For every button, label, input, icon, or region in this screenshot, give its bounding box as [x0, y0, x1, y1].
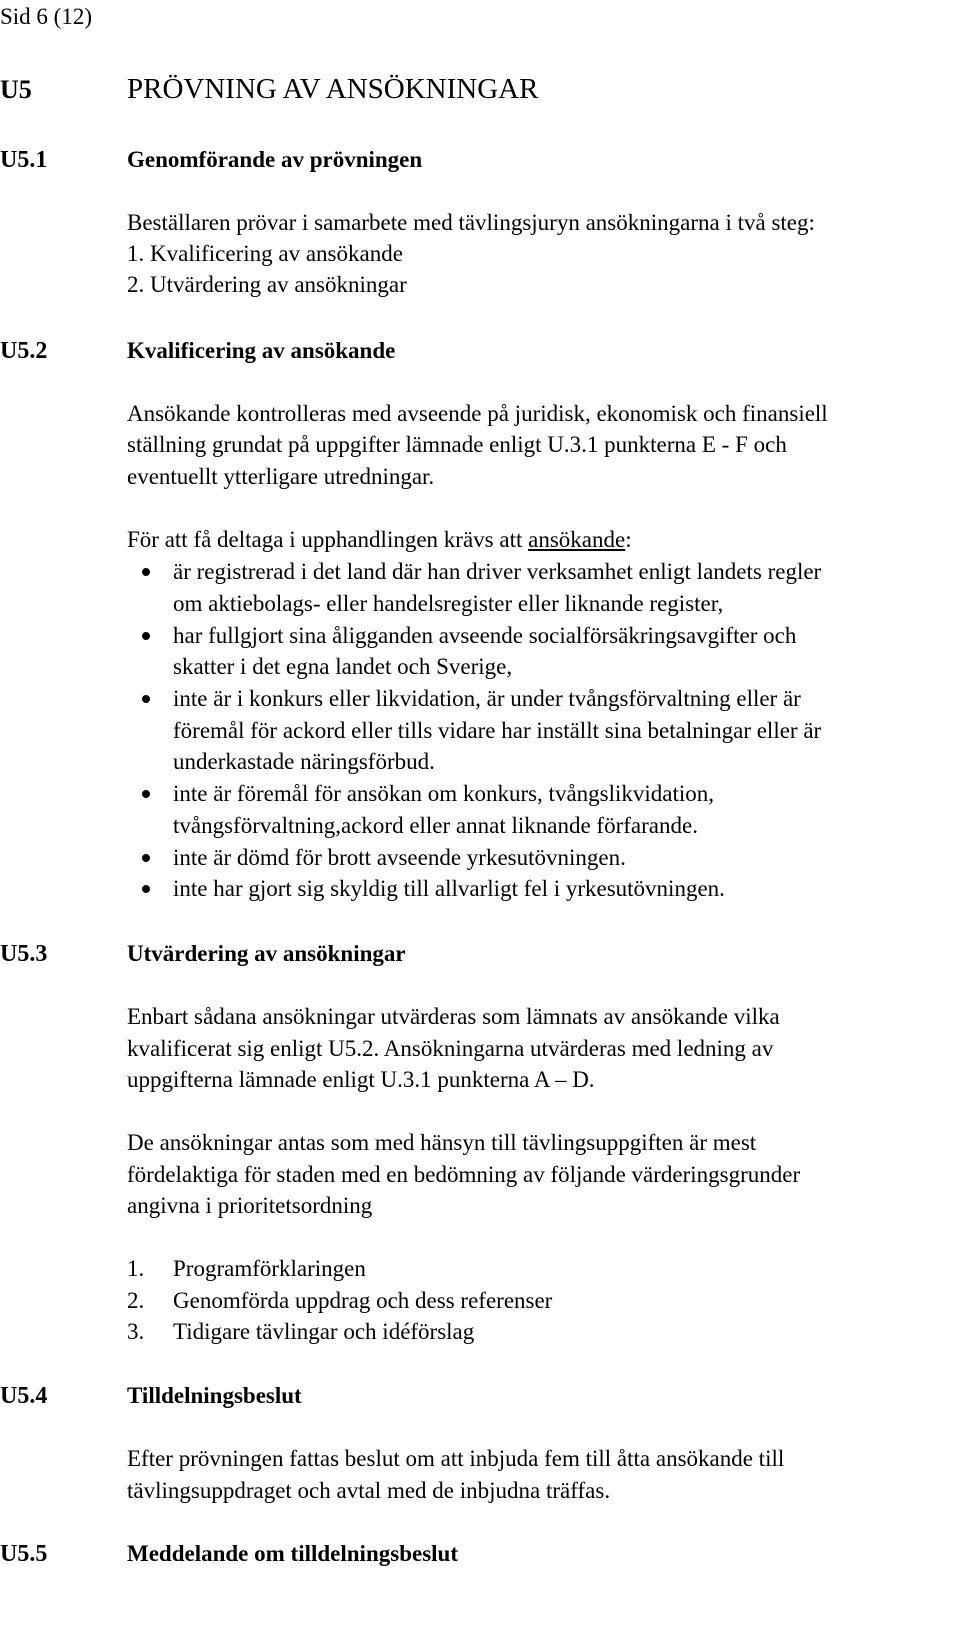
bullet-line: inte har gjort sig skyldig till allvarligt fel i yrkesutövningen. — [173, 876, 725, 901]
paragraph-line: eventuellt ytterligare utredningar. — [127, 464, 435, 489]
bullet-line: om aktiebolags- eller handelsregister eller liknande register, — [173, 591, 724, 616]
bullet-icon — [142, 885, 150, 893]
intro-underlined-term: ansökande — [528, 527, 626, 552]
bullet-icon — [142, 854, 150, 862]
criteria-text: Genomförda uppdrag och dess referenser — [173, 1288, 553, 1313]
paragraph-line: fördelaktiga för staden med en bedömning av följande värderingsgrunder — [127, 1162, 801, 1187]
paragraph-line: 2. Utvärdering av ansökningar — [127, 272, 407, 297]
section-title-u5-1: Genomförande av prövningen — [127, 147, 423, 172]
bullet-line: inte är i konkurs eller likvidation, är under tvångsförvaltning eller är — [173, 686, 801, 711]
paragraph-line: ställning grundat på uppgifter lämnade enligt U.3.1 punkterna E - F och — [127, 432, 787, 457]
bullet-line: tvångsförvaltning,ackord eller annat liknande förfarande. — [173, 813, 698, 838]
paragraph-line: Beställaren prövar i samarbete med tävlingsjuryn ansökningarna i två steg: — [127, 210, 815, 235]
bullet-line: har fullgjort sina åligganden avseende socialförsäkringsavgifter och — [173, 623, 797, 648]
criteria-text: Programförklaringen — [173, 1256, 366, 1281]
criteria-marker: 1. — [127, 1256, 145, 1281]
section-title-u5-2: Kvalificering av ansökande — [127, 338, 396, 363]
page-number-header: Sid 6 (12) — [0, 4, 92, 29]
paragraph-line: tävlingsuppdraget och avtal med de inbjudna träffas. — [127, 1478, 611, 1503]
section-title-u5: PRÖVNING AV ANSÖKNINGAR — [127, 73, 539, 105]
bullet-line: underkastade näringsförbud. — [173, 749, 435, 774]
paragraph-line: angivna i prioritetsordning — [127, 1193, 373, 1218]
bullet-icon — [142, 632, 150, 640]
bullet-line: är registrerad i det land där han driver verksamhet enligt landets regler — [173, 559, 822, 584]
criteria-text: Tidigare tävlingar och idéförslag — [173, 1319, 475, 1344]
section-title-u5-3: Utvärdering av ansökningar — [127, 941, 406, 966]
bullet-icon — [142, 568, 150, 576]
bullet-line: inte är föremål för ansökan om konkurs, tvångslikvidation, — [173, 781, 715, 806]
section-number-u5-4: U5.4 — [0, 1383, 48, 1409]
paragraph-line: kvalificerat sig enligt U5.2. Ansökningarna utvärderas med ledning av — [127, 1036, 774, 1061]
bullet-line: inte är dömd för brott avseende yrkesutövningen. — [173, 845, 626, 870]
paragraph-line: 1. Kvalificering av ansökande — [127, 241, 403, 266]
bullet-icon — [142, 790, 150, 798]
intro-colon: : — [625, 527, 632, 552]
paragraph-line: Efter prövningen fattas beslut om att inbjuda fem till åtta ansökande till — [127, 1446, 785, 1471]
bullet-line: skatter i det egna landet och Sverige, — [173, 654, 513, 679]
paragraph-line: De ansökningar antas som med hänsyn till tävlingsuppgiften är mest — [127, 1130, 757, 1155]
section-number-u5-2: U5.2 — [0, 338, 48, 364]
criteria-marker: 2. — [127, 1288, 145, 1313]
intro-text: För att få deltaga i upphandlingen krävs att — [127, 527, 529, 552]
paragraph-line: Enbart sådana ansökningar utvärderas som lämnats av ansökande vilka — [127, 1004, 780, 1029]
paragraph-line: uppgifterna lämnade enligt U.3.1 punkterna A – D. — [127, 1067, 595, 1092]
section-number-u5-1: U5.1 — [0, 147, 48, 173]
section-number-u5: U5 — [0, 75, 32, 104]
criteria-marker: 3. — [127, 1319, 145, 1344]
section-number-u5-3: U5.3 — [0, 941, 48, 967]
section-title-u5-5: Meddelande om tilldelningsbeslut — [127, 1541, 458, 1566]
bullet-line: föremål för ackord eller tills vidare har inställt sina betalningar eller är — [173, 718, 822, 743]
bullet-icon — [142, 695, 150, 703]
section-title-u5-4: Tilldelningsbeslut — [127, 1383, 302, 1408]
section-number-u5-5: U5.5 — [0, 1541, 48, 1567]
paragraph-line: Ansökande kontrolleras med avseende på juridisk, ekonomisk och finansiell — [127, 401, 828, 426]
requirements-intro — [127, 528, 632, 551]
